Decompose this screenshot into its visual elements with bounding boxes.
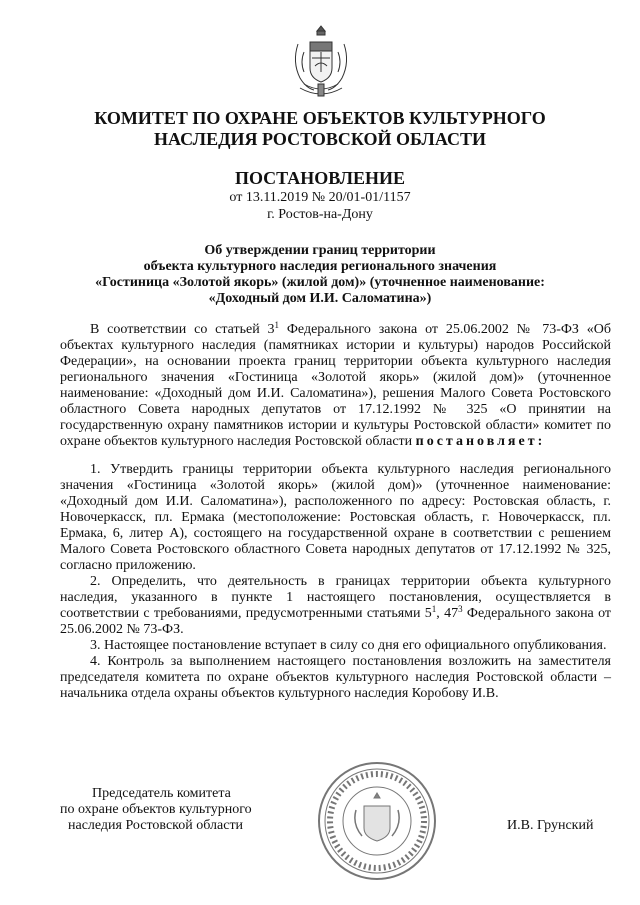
document-subject xyxy=(60,243,580,307)
item-2-text: Федерального закона от 25.06.2002 № 73-ФЗ. xyxy=(60,606,612,637)
document-type: ПОСТАНОВЛЕНИЕ xyxy=(234,168,406,188)
subject-line: «Гостиница «Золотой якорь» (жилой дом)» (уточненное наименование: xyxy=(95,275,545,290)
item-2-text: , 47 xyxy=(436,606,459,621)
subject-line: объекта культурного наследия регионального значения xyxy=(143,259,497,274)
item-2-text: 2. Определить, что деятельность в границах территории объекта культурного наследия, указанного в пункте 1 настоящего постановления, осуществляется в соответствии с требованиями, предусмотренными статьями 5 xyxy=(60,574,611,621)
organization-line: КОМИТЕТ ПО ОХРАНЕ ОБЪЕКТОВ КУЛЬТУРНОГО xyxy=(94,108,546,128)
resolves-keyword: постановляет: xyxy=(415,434,546,449)
preamble-text: Федерального закона от 25.06.2002 № 73-ФЗ «Об объектах культурного наследия (памятниках истории и культуры) народов Российской Федерации», на основании проекта границ территории объекта культурного наследия регионального значения «Гостиница «Золотой якорь» (жилой дом)» (уточненное наименование: «Доходный дом И.И. Саломатина»), решения Малого Совета Ростовского областного Совета народных депутатов от 17.12.1992 № 325 «О принятии на государственную охрану памятников истории и культуры Ростовской области» комитет по охране объектов культурного наследия Ростовской области xyxy=(60,322,611,449)
document-body xyxy=(60,322,611,702)
item-4: 4. Контроль за выполнением настоящего постановления возложить на заместителя председателя комитета по охране объектов культурного наследия Ростовской области – начальника отдела охраны объектов культурного наследия Коробову И.В. xyxy=(60,654,611,701)
superscript: 1 xyxy=(274,320,280,330)
superscript: 3 xyxy=(458,604,463,614)
organization-line: НАСЛЕДИЯ РОСТОВСКОЙ ОБЛАСТИ xyxy=(154,129,486,149)
item-1: 1. Утвердить границы территории объекта культурного наследия регионального значения «Гостиница «Золотой якорь» (жилой дом)» (уточненное наименование: «Доходный дом И.И. Саломатина»), расположенного по адресу: Ростовская область, г. Новочеркасск, пл. Ермака (местоположение: Ростовская область, г. Новочеркасск, пл. Ермака, 6, литер А), состоящего на государственной охране в соответствии с решением Малого Совета Ростовского областного Совета народных депутатов от 17.12.1992 № 325, согласно приложению. xyxy=(60,462,611,573)
document-city: г. Ростов-на-Дону xyxy=(267,207,373,222)
item-3: 3. Настоящее постановление вступает в силу со дня его официального опубликования. xyxy=(90,638,607,653)
subject-line: Об утверждении границ территории xyxy=(204,243,436,258)
preamble-paragraph xyxy=(60,322,611,450)
superscript: 1 xyxy=(431,604,437,614)
signer-name: И.В. Грунский xyxy=(507,818,594,833)
item-2 xyxy=(60,574,611,638)
signer-position-line: Председатель комитета xyxy=(92,786,231,801)
document-meta xyxy=(0,189,640,223)
document-date-number: от 13.11.2019 № 20/01-01/1157 xyxy=(229,190,411,205)
coat-of-arms-icon xyxy=(290,22,352,100)
organization-name xyxy=(60,108,580,150)
subject-line: «Доходный дом И.И. Саломатина») xyxy=(208,291,432,306)
signer-position-line: по охране объектов культурного xyxy=(60,802,252,817)
signer-position xyxy=(60,786,252,834)
signer-position-line: наследия Ростовской области xyxy=(68,818,244,833)
preamble-text: В соответствии со статьей 3 xyxy=(90,322,275,337)
official-seal-icon xyxy=(316,760,438,882)
